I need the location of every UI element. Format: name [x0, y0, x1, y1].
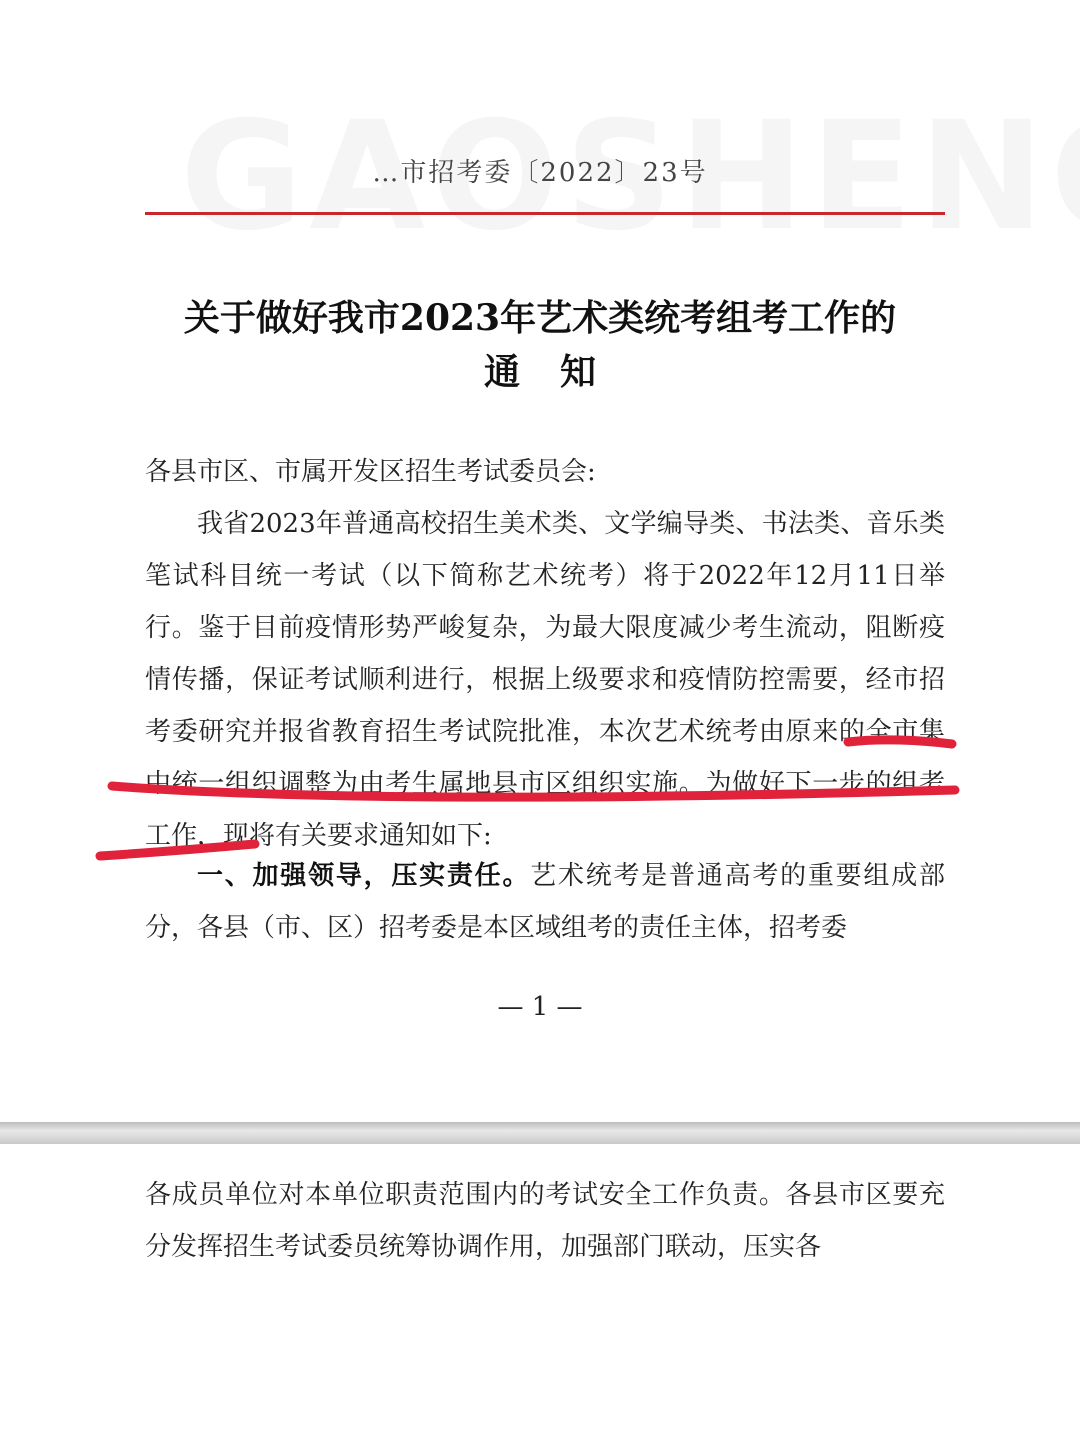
- salutation: 各县市区、市属开发区招生考试委员会:: [145, 457, 596, 487]
- document-page-2: [0, 1144, 1080, 1440]
- page-separator: [0, 1122, 1080, 1144]
- document-title-line2: 通知: [483, 351, 636, 393]
- paragraph-2-body: 艺术统考是普通高考的重要组成部分，各县（市、区）招考委是本区域组考的责任主体，招考委: [145, 861, 945, 943]
- paragraph-2: [145, 850, 945, 954]
- document-number: …市招考委〔2022〕23号: [372, 158, 708, 188]
- document-title-line1: 关于做好我市2023年艺术类统考组考工作的: [183, 297, 897, 339]
- page-2-paragraph: 各成员单位对本单位职责范围内的考试安全工作负责。各县市区要充分发挥招生考试委员统筹协调作用，加强部门联动，压实各: [145, 1180, 945, 1262]
- page-number: — 1 —: [497, 992, 583, 1022]
- red-header-rule: [145, 212, 945, 215]
- section-heading-1: 一、加强领导，压实责任。: [197, 861, 531, 891]
- paragraph-1: 我省2023年普通高校招生美术类、文学编导类、书法类、音乐类笔试科目统一考试（以下简称艺术统考）将于2022年12月11日举行。鉴于目前疫情形势严峻复杂，为最大限度减少考生流动，阻断疫情传播，保证考试顺利进行，根据上级要求和疫情防控需要，经市招考委研究并报省教育招生考试院批准，本次艺术统考由原来的全市集中统一组织调整为由考生属地县市区组织实施。为做好下一步的组考工作，现将有关要求通知如下:: [145, 509, 945, 851]
